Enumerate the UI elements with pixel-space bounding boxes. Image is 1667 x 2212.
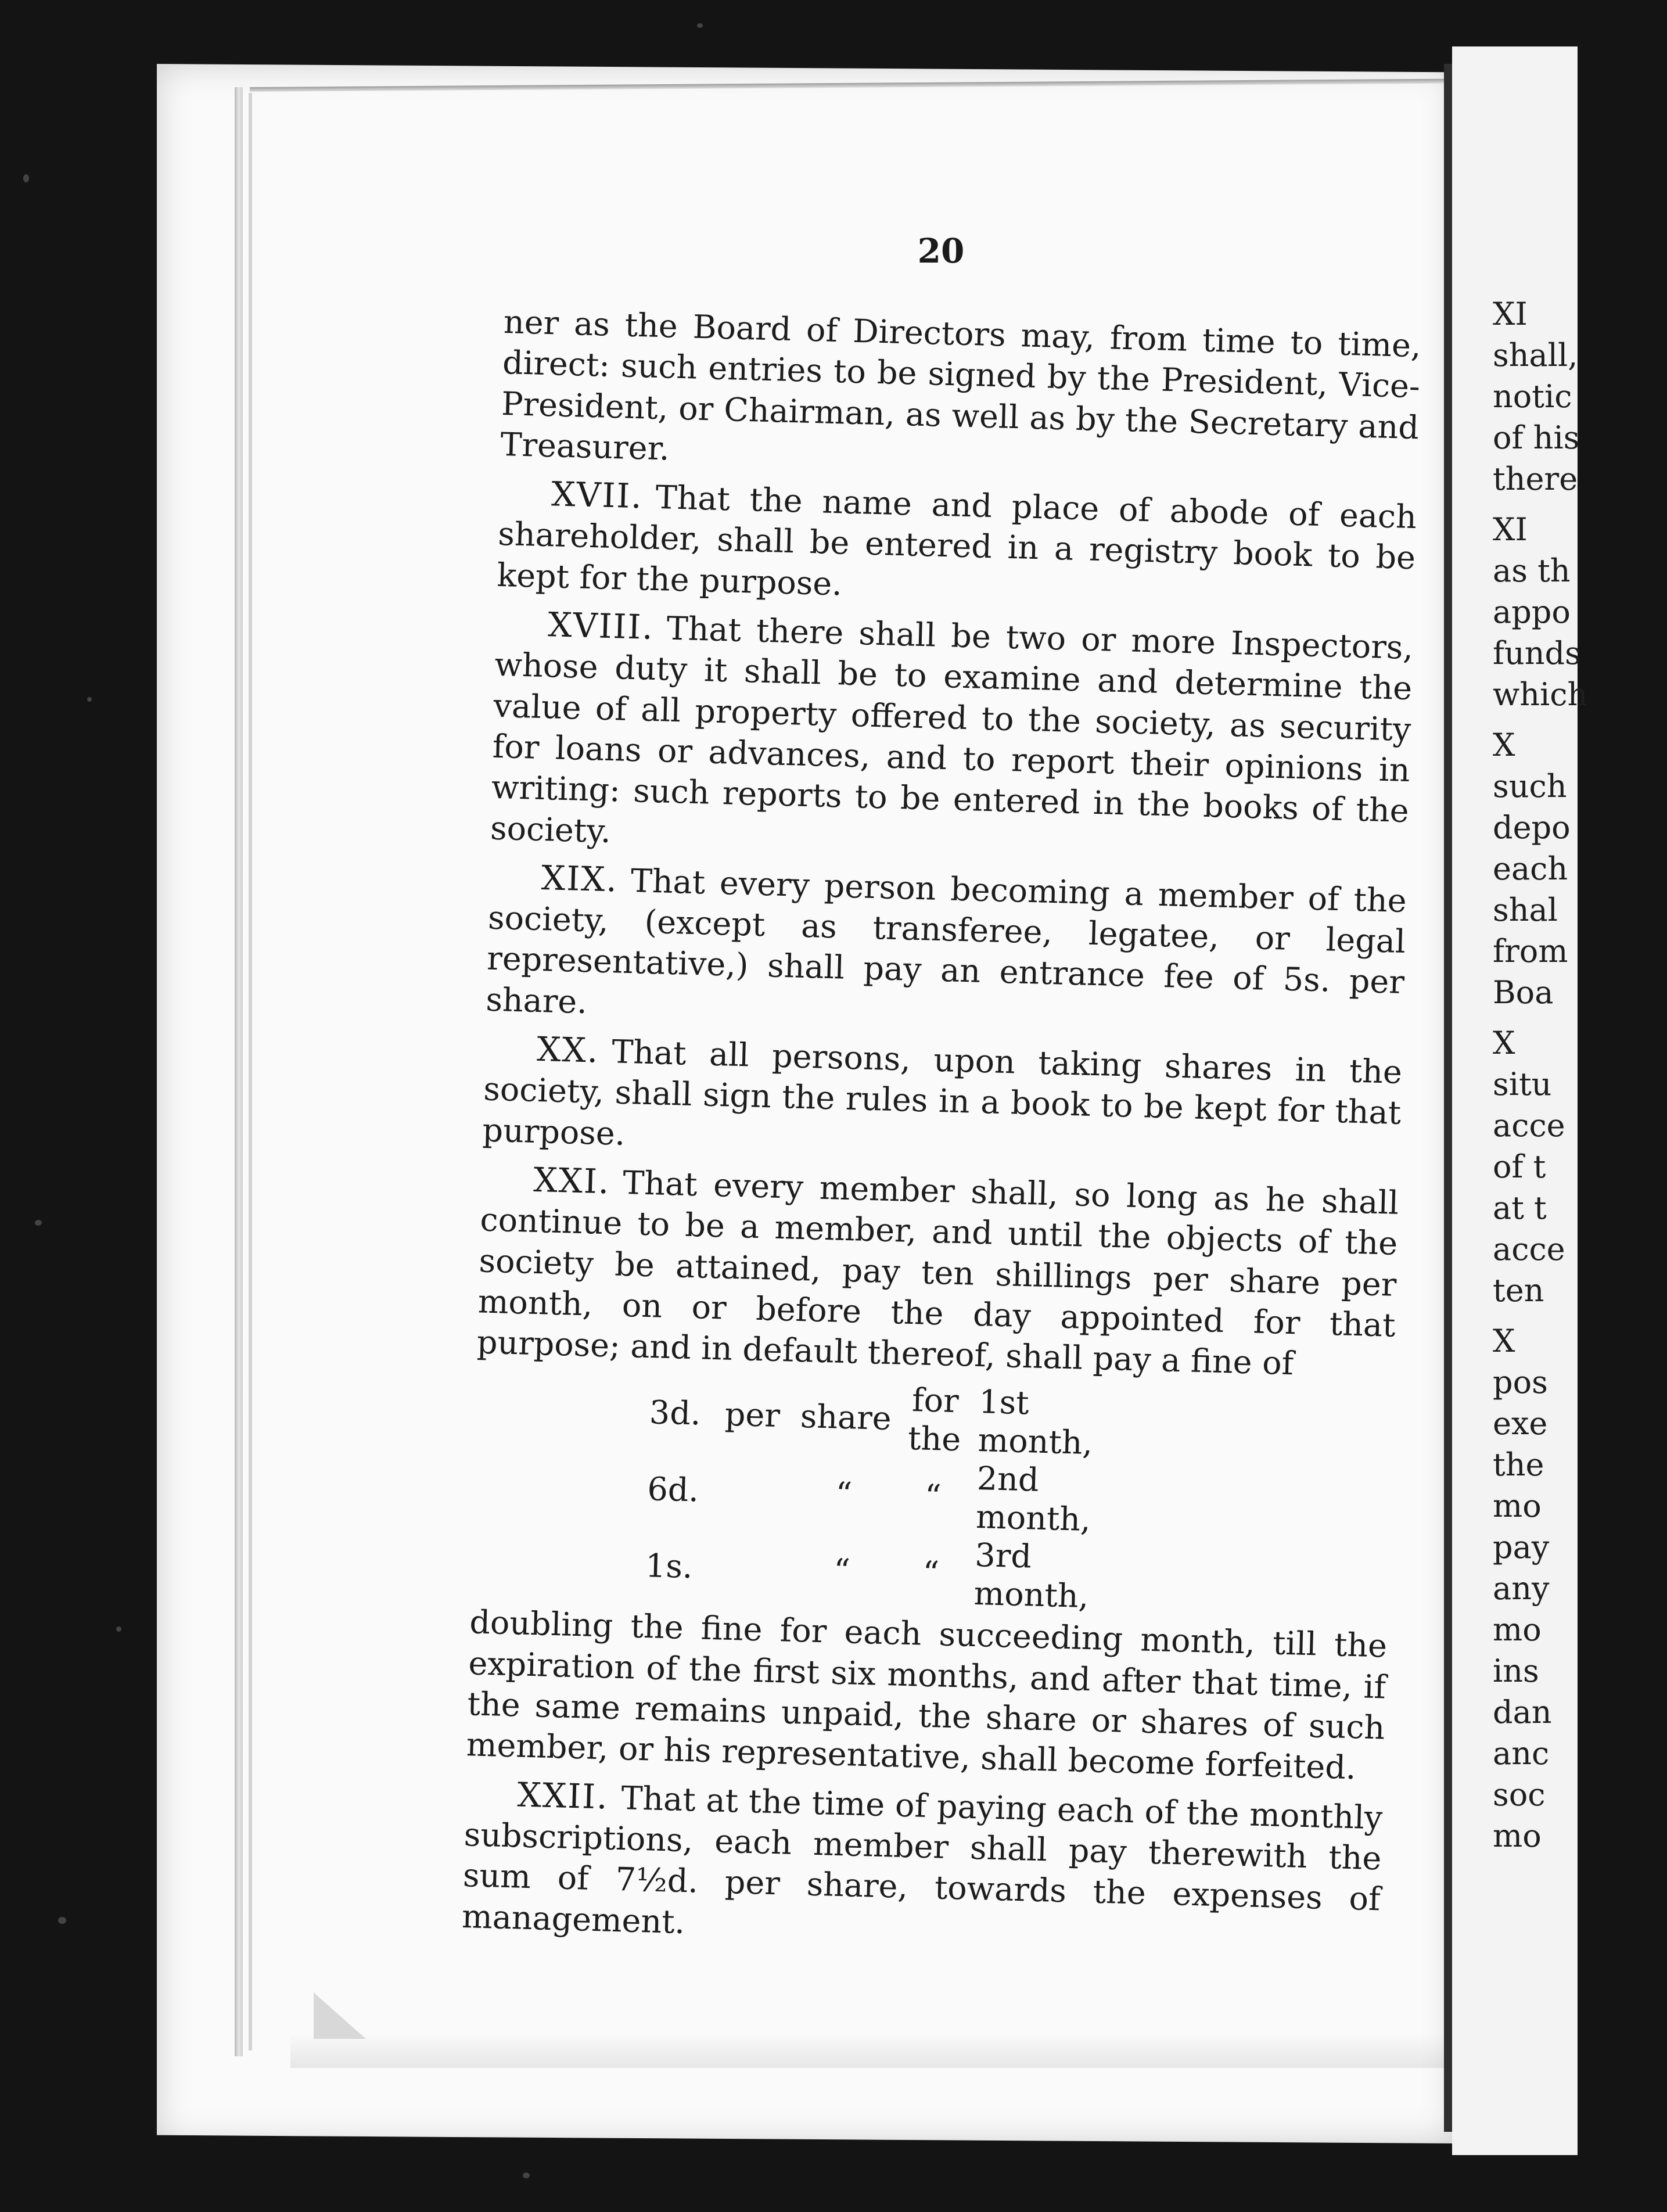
rule-text: That all persons, upon taking shares in the society, shall sign the rules in a book to be kept for that purpose. (482, 1033, 1403, 1153)
fine-per (720, 1530, 797, 1608)
rule-number: XVII. (551, 474, 644, 516)
rule-number: XX. (536, 1029, 600, 1071)
fine-schedule (644, 1375, 1136, 1618)
fine-month: 2nd month, (975, 1460, 1091, 1539)
facing-page-line: dan (1493, 1694, 1552, 1730)
facing-page-line (1493, 500, 1667, 509)
facing-page-line: pay (1493, 1529, 1550, 1565)
facing-page-line: such (1493, 768, 1567, 805)
facing-page-line: of his (1493, 419, 1580, 456)
facing-page-line: XI (1493, 511, 1528, 548)
fine-col2: “ (922, 1554, 940, 1593)
rule-xx (482, 1028, 1403, 1175)
scan-speck (697, 23, 703, 28)
facing-page-line: as th (1493, 552, 1571, 589)
page-text (461, 302, 1421, 1968)
scan-speck (58, 1917, 66, 1924)
facing-page-line: shall, (1493, 337, 1578, 374)
page-left-edge (235, 87, 243, 2056)
facing-page-text (1493, 293, 1667, 1857)
fine-amount: 6d. (646, 1470, 699, 1510)
fine-col2: for the (907, 1381, 961, 1459)
rule-xviii (490, 603, 1414, 873)
facing-page-line: X (1493, 727, 1515, 763)
facing-page-line: any (1493, 1570, 1550, 1607)
fine-row (648, 1375, 1136, 1464)
facing-page-line: of t (1493, 1148, 1546, 1185)
scan-speck (23, 174, 29, 182)
rule-number: XXII. (516, 1775, 609, 1817)
rule-text: That there shall be two or more Inspectors, whose duty it shall be to examine and determine the value of all property offered to the society, as security for loans or advances, and to report their opinions in writing: such reports to be entered in the books of the society. (490, 609, 1414, 850)
paragraph-continuation: ner as the Board of Directors may, from time to time, direct: such entries to be signed by the President, Vice-President, or Chairman, as well as by the Secretary and Treasurer. (500, 303, 1422, 468)
facing-page-line: mo (1493, 1818, 1542, 1854)
rule-text: That the name and place of abode of each shareholder, shall be entered in a registry book to be kept for the purpose. (496, 479, 1417, 604)
rule-xvii (497, 472, 1417, 620)
fine-col2: “ (924, 1478, 942, 1516)
facing-page-line: mo (1493, 1488, 1542, 1524)
facing-page-line: X (1493, 1323, 1515, 1359)
facing-page-line: depo (1493, 809, 1571, 846)
facing-page-line: shal (1493, 892, 1558, 928)
facing-page-line: situ (1493, 1066, 1552, 1103)
fine-col1: share (800, 1398, 892, 1438)
rule-number: XIX. (541, 857, 619, 900)
rule-xix (486, 856, 1407, 1044)
book-gutter (1444, 64, 1452, 2132)
fine-col1: “ (833, 1552, 851, 1590)
fine-row (644, 1528, 1132, 1618)
facing-page-line: the (1493, 1446, 1544, 1483)
facing-page-line: anc (1493, 1735, 1550, 1772)
facing-page-line: which (1493, 676, 1588, 713)
scan-speck (116, 1626, 121, 1632)
rule-number: XXI. (533, 1159, 611, 1202)
facing-page-line (1493, 715, 1667, 724)
facing-page-line: exe (1493, 1405, 1548, 1442)
facing-page-line: XI (1493, 296, 1528, 332)
fine-month: 3rd month, (973, 1536, 1090, 1616)
rule-text: That every person becoming a member of the society, (except as transferee, legatee, or legal representative,) shall pay an entrance fee of 5s. per share. (485, 861, 1407, 1021)
fine-row (646, 1452, 1134, 1541)
rule-xxi-continuation: doubling the fine for each succeeding month, till the expiration of the first six months, and after that time, if the same remains unpaid, the share or shares of such member, or his representative, shall become forfeited. (466, 1603, 1388, 1787)
facing-page-line: X (1493, 1025, 1515, 1061)
page-number: 20 (917, 231, 965, 271)
fine-per: per (724, 1396, 781, 1435)
rule-xxi (476, 1158, 1399, 1387)
page-bottom-shade (290, 2033, 1458, 2068)
facing-page-line: each (1493, 850, 1568, 887)
facing-page-line: acce (1493, 1107, 1565, 1144)
fine-amount: 1s. (645, 1547, 694, 1586)
facing-page-line: ten (1493, 1272, 1544, 1309)
facing-page-line: appo (1493, 594, 1571, 630)
fine-month: 1st month, (977, 1383, 1093, 1463)
facing-page-line: there (1493, 461, 1578, 497)
rule-xxii (461, 1773, 1383, 1961)
facing-page-line: ins (1493, 1653, 1539, 1689)
facing-page-line: funds (1493, 635, 1581, 672)
facing-page-line: mo (1493, 1611, 1542, 1648)
rule-text: That every member shall, so long as he shall continue to be a member, and until the objects of the society be attained, pay ten shillings per share per month, on or before the day appointed for that purpose; and in default thereof, shall pay a fine of (476, 1164, 1399, 1383)
facing-page-line (1493, 1311, 1667, 1320)
facing-page-line: pos (1493, 1364, 1548, 1401)
facing-page-line (1493, 1013, 1667, 1022)
corner-fold (314, 1992, 366, 2039)
scan-speck (35, 1220, 42, 1226)
fine-amount: 3d. (649, 1394, 702, 1433)
fine-col1: “ (835, 1475, 853, 1514)
fine-per (722, 1453, 799, 1532)
facing-page-line: acce (1493, 1231, 1565, 1267)
facing-page-line: at t (1493, 1190, 1547, 1226)
facing-page-line: from (1493, 933, 1568, 969)
rule-number: XVIII. (547, 605, 655, 648)
facing-page-line: notic (1493, 378, 1572, 415)
page-left-edge-inner (249, 93, 252, 2051)
rule-text: That at the time of paying each of the monthly subscriptions, each member shall pay therewith the sum of 7½d. per share, towards the expenses of management. (461, 1779, 1384, 1941)
scan-speck (523, 2172, 530, 2178)
facing-page-line: soc (1493, 1776, 1546, 1813)
scan-speck (87, 697, 92, 702)
facing-page-line: Boa (1493, 974, 1554, 1011)
